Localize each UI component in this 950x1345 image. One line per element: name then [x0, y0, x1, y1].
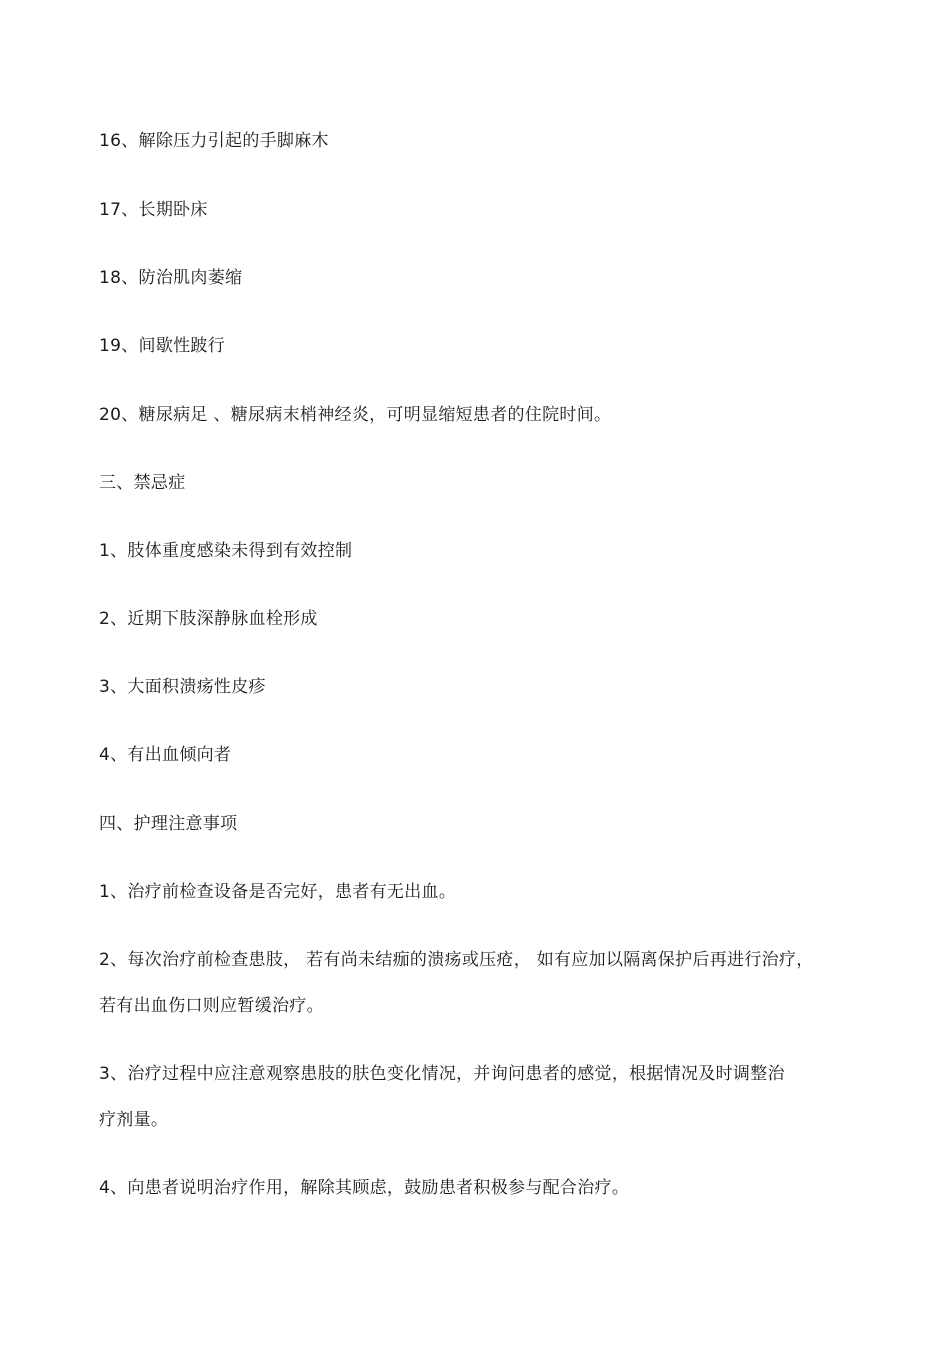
nursing-note-item-2-continued: 若有出血伤口则应暂缓治疗。: [99, 996, 324, 1016]
indication-item-18: 18、防治肌肉萎缩: [99, 268, 243, 288]
section-heading-contraindications: 三、禁忌症: [99, 473, 186, 493]
indication-item-17: 17、长期卧床: [99, 200, 208, 220]
section-heading-nursing-notes: 四、护理注意事项: [99, 814, 238, 834]
nursing-note-item-1: 1、治疗前检查设备是否完好，患者有无出血。: [99, 882, 457, 902]
nursing-note-item-3-continued: 疗剂量。: [99, 1110, 169, 1130]
indication-item-16: 16、解除压力引起的手脚麻木: [99, 131, 329, 151]
indication-item-19: 19、间歇性跛行: [99, 336, 226, 356]
nursing-note-item-4: 4、向患者说明治疗作用，解除其顾虑，鼓励患者积极参与配合治疗。: [99, 1178, 630, 1198]
indication-item-20: 20、糖尿病足 、糖尿病末梢神经炎，可明显缩短患者的住院时间。: [99, 405, 612, 425]
contraindication-item-1: 1、肢体重度感染未得到有效控制: [99, 541, 353, 561]
contraindication-item-3: 3、大面积溃疡性皮疹: [99, 677, 266, 697]
contraindication-item-2: 2、近期下肢深静脉血栓形成: [99, 609, 318, 629]
nursing-note-item-2: 2、每次治疗前检查患肢， 若有尚未结痂的溃疡或压疮， 如有应加以隔离保护后再进行治疗，: [99, 950, 814, 970]
nursing-note-item-3: 3、治疗过程中应注意观察患肢的肤色变化情况，并询问患者的感觉，根据情况及时调整治: [99, 1064, 785, 1084]
contraindication-item-4: 4、有出血倾向者: [99, 745, 232, 765]
